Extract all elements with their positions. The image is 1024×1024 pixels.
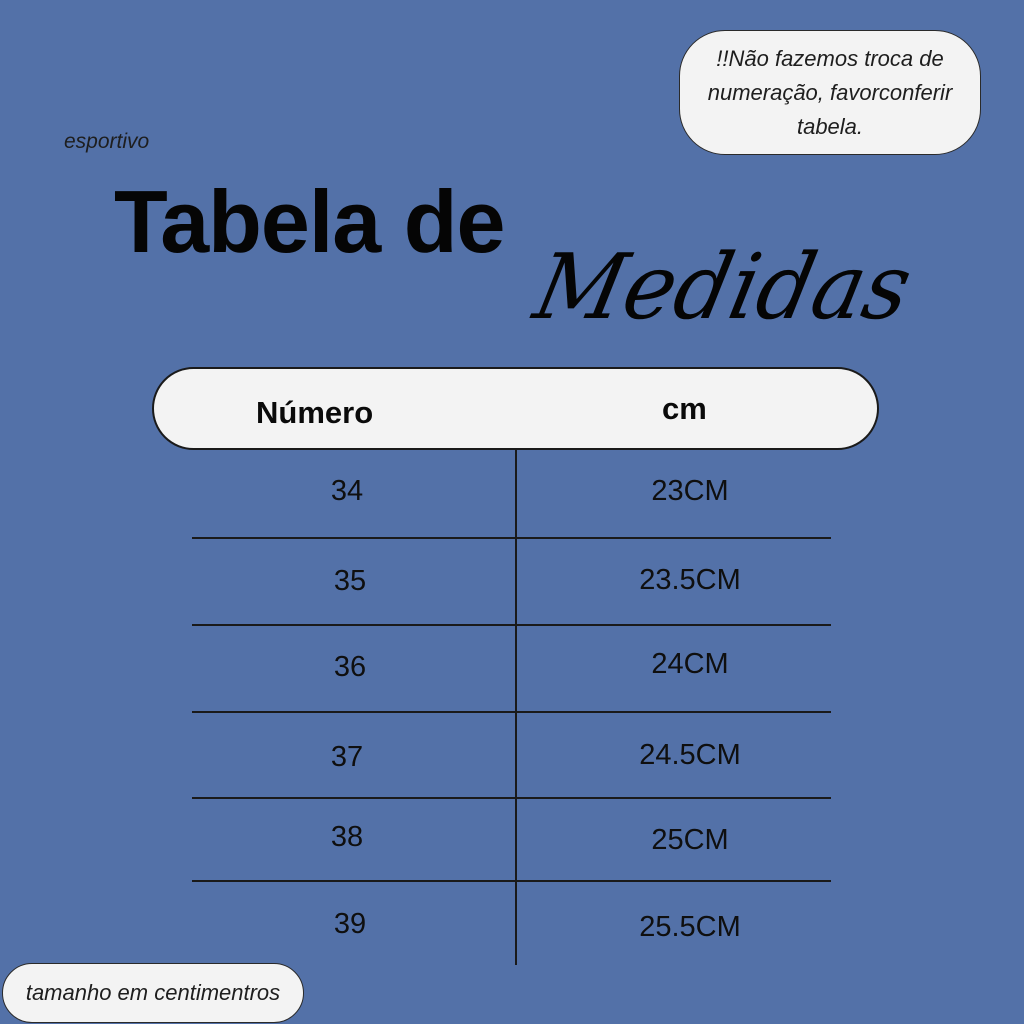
size-number-cell: 35 — [333, 565, 367, 597]
size-cm-cell: 24.5CM — [639, 739, 741, 771]
row-divider — [192, 537, 831, 539]
exchange-notice-badge — [679, 30, 981, 155]
size-cm-cell: 24CM — [651, 648, 729, 680]
size-cm-cell: 25.5CM — [639, 911, 741, 943]
table-header — [152, 367, 879, 450]
size-cm-cell: 25CM — [651, 824, 729, 856]
column-header-cm: cm — [662, 391, 707, 426]
column-divider — [515, 450, 517, 965]
unit-note-badge — [2, 963, 304, 1023]
category-label: esportivo — [64, 130, 150, 153]
exchange-notice-text: !!Não fazemos troca de numeração, favorconferir tabela. — [707, 45, 953, 139]
row-divider — [192, 880, 831, 882]
column-header-number: Número — [256, 395, 374, 430]
unit-note-text: tamanho em centimentros — [25, 980, 281, 1005]
size-number-cell: 37 — [330, 741, 364, 773]
size-cm-cell: 23.5CM — [639, 564, 741, 596]
row-divider — [192, 797, 831, 799]
size-number-cell: 38 — [330, 821, 364, 853]
size-number-cell: 39 — [333, 908, 367, 940]
page-title: Tabela de — [114, 172, 505, 271]
page-title-script: Medidas — [526, 235, 921, 340]
row-divider — [192, 711, 831, 713]
row-divider — [192, 624, 831, 626]
size-number-cell: 34 — [330, 475, 364, 507]
size-number-cell: 36 — [333, 651, 367, 683]
size-cm-cell: 23CM — [651, 475, 729, 507]
